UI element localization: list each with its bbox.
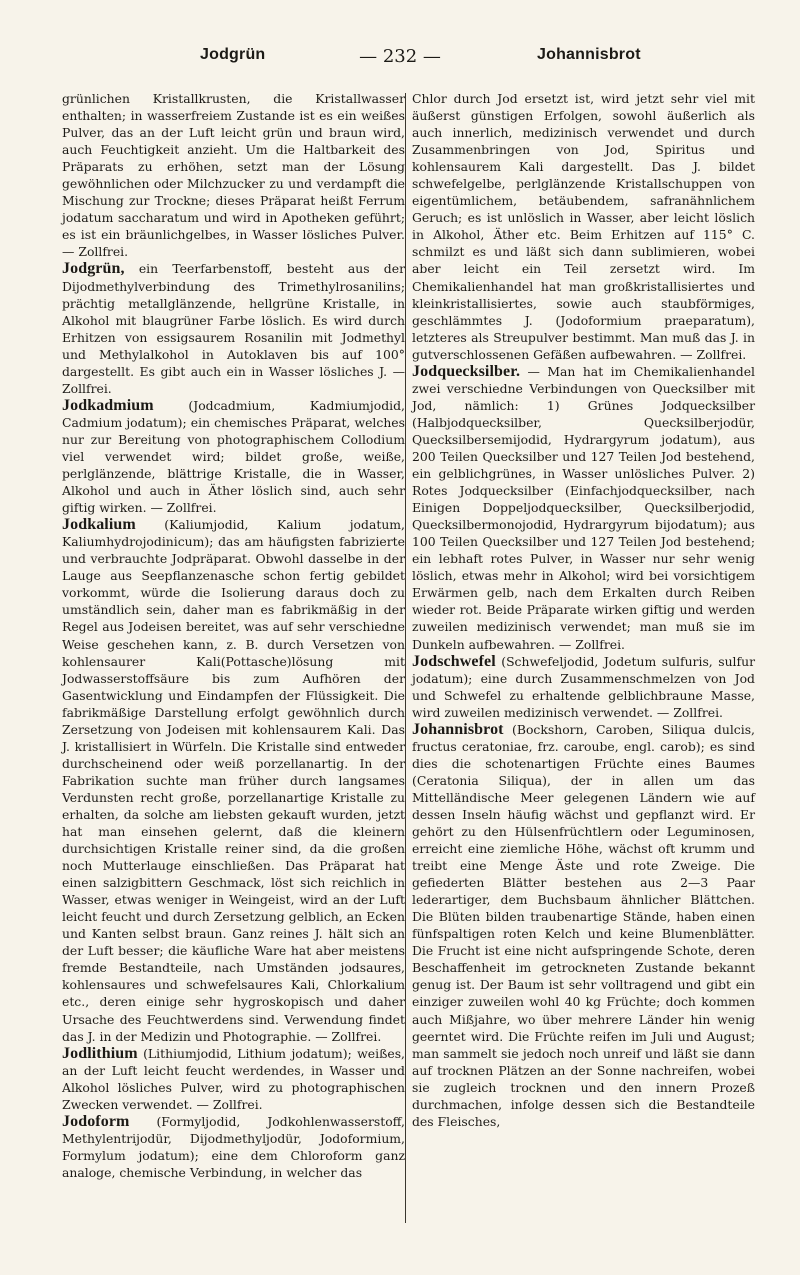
entry-text: (Lithiumjodid, Lithium jodatum); weißes, an der Luft leicht feucht werdendes, in Wasser und Alkohol lösliches Pulver, wird zu photographischen Zwecken verwendet. — Zollfrei. [62, 1045, 405, 1112]
entry-jodschwefel [412, 653, 755, 721]
headword: Jodkalium [62, 516, 136, 534]
entry-jodgruen [62, 260, 405, 396]
entry-jodoform-cont [412, 90, 755, 363]
page-number: — 232 — [359, 46, 441, 67]
entry-jodkalium [62, 516, 405, 1044]
entry-text: (Kaliumjodid, Kalium jodatum, Kaliumhydrojodinicum); das am häufigsten fabrizierte und verbrauchte Jodpräparat. Obwohl dasselbe in der Lauge aus Seepflanzenasche schon fertig gebildet vorkommt, würde die Isolierung daraus doch zu umständlich sein, daher man es fabrikmäßig in der Regel aus Jodeisen bereitet, was auf sehr verschiedne Weise geschehen kann, z. B. durch Versetzen von kohlensaurer Kali(Pottasche)lösung mit Jodwasserstoffsäure bis zum Aufhören der Gasentwicklung und Eindampfen der Flüssigkeit. Die fabrikmäßige Darstellung erfolgt gewöhnlich durch Zersetzung von Jodeisen mit kohlensaurem Kali. Das J. kristallisiert in Würfeln. Die Kristalle sind entweder durchscheinend oder weiß porzellanartig. In der Fabrikation suchte man früher durch langsames Verdunsten recht große, porzellanartige Kristalle zu erhalten, da solche am liebsten gekauft wurden, jetzt hat man einsehen gelernt, daß die kleinern durchsichtigen Kristalle reiner sind, da die großen noch Mutterlauge einschließen. Das Präparat hat einen salzigbittern Geschmack, löst sich reichlich in Wasser, etwas weniger in Weingeist, wird an der Luft leicht feucht und durch Zersetzung gelblich, an Ecken und Kanten selbst braun. Ganz reines J. hält sich an der Luft besser; die käufliche Ware hat aber meistens fremde Bestandteile, nach Umständen jodsaures, kohlensaures und schwefelsaures Kali, Chlorkalium etc., deren einige sehr hygroskopisch und daher Ursache des Feuchtwerdens sind. Verwendung findet das J. in der Medizin und Photographie. — Zollfrei. [62, 517, 405, 1044]
entry-text: (Schwefeljodid, Jodetum sulfuris, sulfur jodatum); eine durch Zusammenschmelzen von Jod und Schwefel zu erhaltende gelblichbraune Masse, wird zuweilen medizinisch verwendet. — Zollfrei. [412, 653, 755, 720]
left-column [62, 90, 405, 1181]
running-header [0, 46, 800, 76]
entry-jodoform [62, 1113, 405, 1181]
headword: Jodquecksilber. [412, 362, 521, 380]
headword: Jodgrün, [62, 260, 125, 278]
column-divider [405, 93, 406, 1223]
entry-text: grünlichen Kristallkrusten, die Kristallwasser enthalten; in wasserfreiem Zustande ist es ein weißes Pulver, das an der Luft leicht grün und braun wird, auch Feuchtigkeit anzieht. Um die Haltbarkeit des Präparats zu erhöhen, setzt man der Lösung gewöhnlichen oder Milchzucker zu und verdampft die Mischung zur Trockne; dieses Präparat heißt Ferrum jodatum saccharatum und wird in Apotheken geführt; es ist ein bräunlichgelbes, in Wasser lösliches Pulver. — Zollfrei. [62, 91, 405, 260]
headword: Johannisbrot [412, 720, 504, 738]
headword: Jodschwefel [412, 652, 496, 670]
header-left-keyword: Jodgrün [200, 46, 266, 63]
entry-jodkadmium [62, 397, 405, 516]
entry-text: ein Teerfarbenstoff, besteht aus der Dijodmethylverbindung des Trimethylrosanilins; prächtig metallglänzende, hellgrüne Kristalle, in Alkohol mit blaugrüner Farbe löslich. Es wird durch Erhitzen von essigsaurem Rosanilin mit Jodmethyl und Methylalkohol in Autoklaven bis auf 100° dargestellt. Es gibt auch ein in Wasser lösliches J. — Zollfrei. [62, 261, 405, 396]
entry-jodquecksilber [412, 363, 755, 653]
entry-johannisbrot [412, 721, 755, 1130]
entry-text: (Formyljodid, Jodkohlenwasserstoff, Methylentrijodür, Dijodmethyljodür, Jodoformium, Formylum jodatum); eine dem Chloroform ganz analoge, chemische Verbindung, in welcher das [62, 1113, 405, 1180]
headword: Jodkadmium [62, 396, 154, 414]
entry-text: — Man hat im Chemikalienhandel zwei verschiedne Verbindungen von Quecksilber mit Jod, nämlich: 1) Grünes Jodquecksilber (Halbjodquecksilber, Quecksilberjodür, Quecksilbersemijodid, Hydrargyrum jodatum), aus 200 Teilen Quecksilber und 127 Teilen Jod bestehend, ein gelblichgrünes, in Wasser unlösliches Pulver. 2) Rotes Jodquecksilber (Einfachjodquecksilber, nach Einigen Doppeljodquecksilber, Quecksilberjodid, Quecksilbermonojodid, Hydrargyrum bijodatum); aus 100 Teilen Quecksilber und 127 Teilen Jod bestehend; ein lebhaft rotes Pulver, in Wasser nur sehr wenig löslich, etwas mehr in Alkohol; wird bei vorsichtigem Erwärmen gelb, nach dem Erkalten durch Reiben wieder rot. Beide Präparate wirken giftig und werden zuweilen medizinisch verwendet; man muß sie im Dunkeln aufbewahren. — Zollfrei. [412, 363, 755, 652]
entry-text: (Jodcadmium, Kadmiumjodid, Cadmium jodatum); ein chemisches Präparat, welches nur zur Bereitung von photographischem Collodium viel verwendet wird; bildet große, weiße, perlglänzende, blättrige Kristalle, die in Wasser, Alkohol und auch in Äther löslich sind, auch sehr giftig wirken. — Zollfrei. [62, 397, 405, 516]
entry-text: Chlor durch Jod ersetzt ist, wird jetzt sehr viel mit äußerst günstigen Erfolgen, sowohl äußerlich als auch innerlich, medizinisch verwendet und durch Zusammenbringen von Jod, Spiritus und kohlensaurem Kali dargestellt. Das J. bildet schwefelgelbe, perlglänzende Kristallschuppen von eigentümlichem, betäubendem, safranähnlichem Geruch; es ist unlöslich in Wasser, aber leicht löslich in Alkohol, Äther etc. Beim Erhitzen auf 115° C. schmilzt es und läßt sich dann sublimieren, wobei aber leicht ein Teil zersetzt wird. Im Chemikalienhandel hat man großkristallisiertes und kleinkristallisiertes, sowie auch staubförmiges, geschlämmtes J. (Jodoformium praeparatum), letzteres als Streupulver bestimmt. Man muß das J. in gutverschlossenen Gefäßen aufbewahren. — Zollfrei. [412, 91, 755, 362]
headword: Jodlithium [62, 1044, 138, 1062]
right-column [412, 90, 755, 1130]
entry-intro [62, 90, 405, 260]
entry-text: (Bockshorn, Caroben, Siliqua dulcis, fructus ceratoniae, frz. caroube, engl. carob); es sind dies die schotenartigen Früchte eines Baumes (Ceratonia Siliqua), der in allen um das Mittelländische Meer gelegenen Ländern wie auf dessen Inseln häufig wächst und gepflanzt wird. Er gehört zu den Hülsenfrüchtlern oder Leguminosen, erreicht eine ziemliche Höhe, wächst oft krumm und treibt eine Menge Äste und rote Zweige. Die gefiederten Blätter bestehen aus 2—3 Paar lederartiger, dem Buchsbaum ähnlicher Blättchen. Die Blüten bilden traubenartige Stände, haben einen fünfspaltigen roten Kelch und keine Blumenblätter. Die Frucht ist eine nicht aufspringende Schote, deren Beschaffenheit im getrockneten Zustande bekannt genug ist. Der Baum ist sehr volltragend und gibt ein einziger zuweilen wohl 40 kg Früchte; doch kommen auch Mißjahre, wo über mehrere Länder hin wenig geerntet wird. Die Früchte reifen im Juli und August; man sammelt sie jedoch noch unreif und läßt sie dann auf trocknen Plätzen an der Sonne nachreifen, wobei sie zugleich trocknen und den innern Prozeß durchmachen, infolge dessen sich die Bestandteile des Fleisches, [412, 721, 755, 1129]
headword: Jodoform [62, 1112, 130, 1130]
entry-jodlithium [62, 1045, 405, 1113]
header-right-keyword: Johannisbrot [537, 46, 641, 63]
